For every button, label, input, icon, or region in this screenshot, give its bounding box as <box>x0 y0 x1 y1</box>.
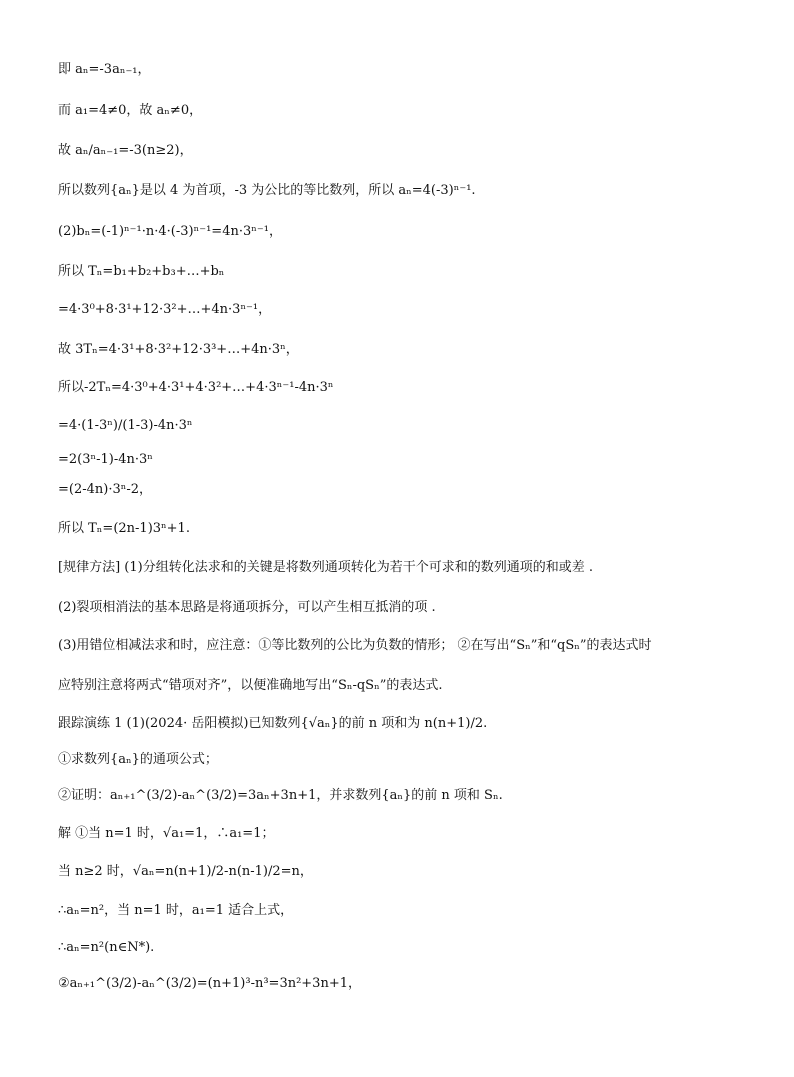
text-line-20: ②证明：aₙ₊₁^(3/2)-aₙ^(3/2)=3aₙ+3n+1，并求数列{aₙ}的前 n 项和 Sₙ. <box>58 788 503 803</box>
text-line-14: [规律方法] (1)分组转化法求和的关键是将数列通项转化为若干个可求和的数列通项的和或差 . <box>58 560 593 575</box>
text-line-1: 即 aₙ=-3aₙ₋₁， <box>58 62 151 77</box>
text-line-13: 所以 Tₙ=(2n-1)3ⁿ+1. <box>58 521 190 536</box>
text-line-17: 应特别注意将两式“错项对齐”，以便准确地写出“Sₙ-qSₙ”的表达式. <box>58 678 443 693</box>
text-line-6: 所以 Tₙ=b₁+b₂+b₃+…+bₙ <box>58 264 225 279</box>
text-line-11: =2(3ⁿ-1)-4n·3ⁿ <box>58 452 153 467</box>
text-line-3: 故 aₙ/aₙ₋₁=-3(n≥2)， <box>58 143 193 158</box>
text-line-9: 所以-2Tₙ=4·3⁰+4·3¹+4·3²+…+4·3ⁿ⁻¹-4n·3ⁿ <box>58 380 334 395</box>
text-line-18: 跟踪演练 1 (1)(2024· 岳阳模拟)已知数列{√aₙ}的前 n 项和为 n(n+1)/2. <box>58 716 488 731</box>
text-line-10: =4·(1-3ⁿ)/(1-3)-4n·3ⁿ <box>58 418 193 433</box>
text-line-21: 解 ①当 n=1 时，√a₁=1，∴a₁=1； <box>58 826 275 841</box>
text-line-16: (3)用错位相减法求和时，应注意：①等比数列的公比为负数的情形； ②在写出“Sₙ”和“qSₙ”的表达式时 <box>58 638 652 653</box>
text-line-19: ①求数列{aₙ}的通项公式； <box>58 752 218 767</box>
text-line-22: 当 n≥2 时，√aₙ=n(n+1)/2-n(n-1)/2=n， <box>58 864 313 879</box>
text-line-7: =4·3⁰+8·3¹+12·3²+…+4n·3ⁿ⁻¹， <box>58 302 272 317</box>
text-line-8: 故 3Tₙ=4·3¹+8·3²+12·3³+…+4n·3ⁿ， <box>58 342 299 357</box>
text-line-15: (2)裂项相消法的基本思路是将通项拆分，可以产生相互抵消的项 . <box>58 600 436 615</box>
text-line-24: ∴aₙ=n²(n∈N*). <box>58 940 155 955</box>
text-line-23: ∴aₙ=n²，当 n=1 时，a₁=1 适合上式， <box>58 903 294 918</box>
text-line-12: =(2-4n)·3ⁿ-2， <box>58 482 153 497</box>
text-line-2: 而 a₁=4≠0，故 aₙ≠0， <box>58 103 203 118</box>
text-line-25: ②aₙ₊₁^(3/2)-aₙ^(3/2)=(n+1)³-n³=3n²+3n+1， <box>58 976 361 991</box>
text-line-5: (2)bₙ=(-1)ⁿ⁻¹·n·4·(-3)ⁿ⁻¹=4n·3ⁿ⁻¹， <box>58 224 282 239</box>
text-line-4: 所以数列{aₙ}是以 4 为首项，-3 为公比的等比数列，所以 aₙ=4(-3)ⁿ⁻¹. <box>58 183 476 198</box>
